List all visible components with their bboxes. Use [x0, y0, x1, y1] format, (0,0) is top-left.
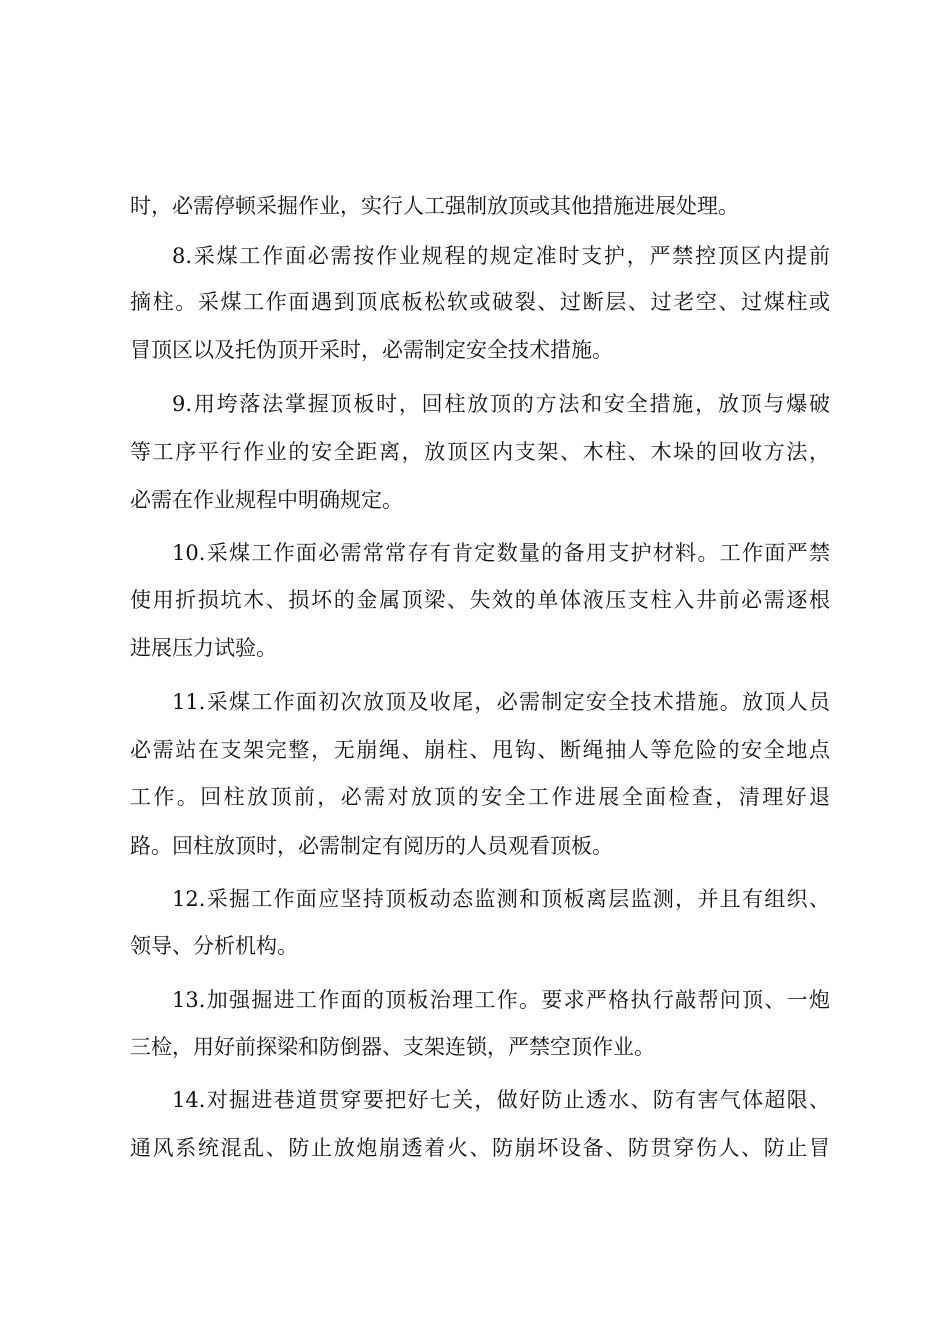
text-line-7: 必需在作业规程中明确规定。: [130, 488, 403, 512]
text-line-8: 10.采煤工作面必需常常存有肯定数量的备用支护材料。工作面严禁: [172, 541, 830, 565]
text-line-17: 13.加强掘进工作面的顶板治理工作。要求严格执行敲帮问顶、一炮: [172, 988, 830, 1012]
text-line-1: 时，必需停顿采掘作业，实行人工强制放顶或其他措施进展处理。: [130, 194, 739, 218]
text-line-3: 摘柱。采煤工作面遇到顶底板松软或破裂、过断层、过老空、过煤柱或: [130, 290, 830, 314]
text-line-14: 路。回柱放顶时，必需制定有阅历的人员观看顶板。: [130, 834, 613, 858]
text-line-11: 11.采煤工作面初次放顶及收尾，必需制定安全技术措施。放顶人员: [172, 690, 830, 714]
text-line-12: 必需站在支架完整，无崩绳、崩柱、甩钩、断绳抽人等危险的安全地点: [130, 738, 830, 762]
text-line-6: 等工序平行作业的安全距离，放顶区内支架、木柱、木垛的回收方法，: [130, 440, 830, 464]
text-line-18: 三检，用好前探梁和防倒器、支架连锁，严禁空顶作业。: [130, 1035, 655, 1059]
text-line-16: 领导、分析机构。: [130, 934, 298, 958]
text-line-4: 冒顶区以及托伪顶开采时，必需制定安全技术措施。: [130, 338, 613, 362]
text-line-15: 12.采掘工作面应坚持顶板动态监测和顶板离层监测，并且有组织、: [172, 887, 830, 911]
text-line-9: 使用折损坑木、损坏的金属顶梁、失效的单体液压支柱入井前必需逐根: [130, 588, 830, 612]
text-line-5: 9.用垮落法掌握顶板时，回柱放顶的方法和安全措施，放顶与爆破: [172, 392, 830, 416]
text-line-19: 14.对掘进巷道贯穿要把好七关，做好防止透水、防有害气体超限、: [172, 1088, 830, 1112]
text-line-2: 8.采煤工作面必需按作业规程的规定准时支护，严禁控顶区内提前: [172, 244, 830, 268]
text-line-13: 工作。回柱放顶前，必需对放顶的安全工作进展全面检查，清理好退: [130, 785, 830, 809]
text-line-20: 通风系统混乱、防止放炮崩透着火、防崩坏设备、防贯穿伤人、防止冒: [130, 1136, 830, 1160]
text-line-10: 进展压力试验。: [130, 636, 277, 660]
